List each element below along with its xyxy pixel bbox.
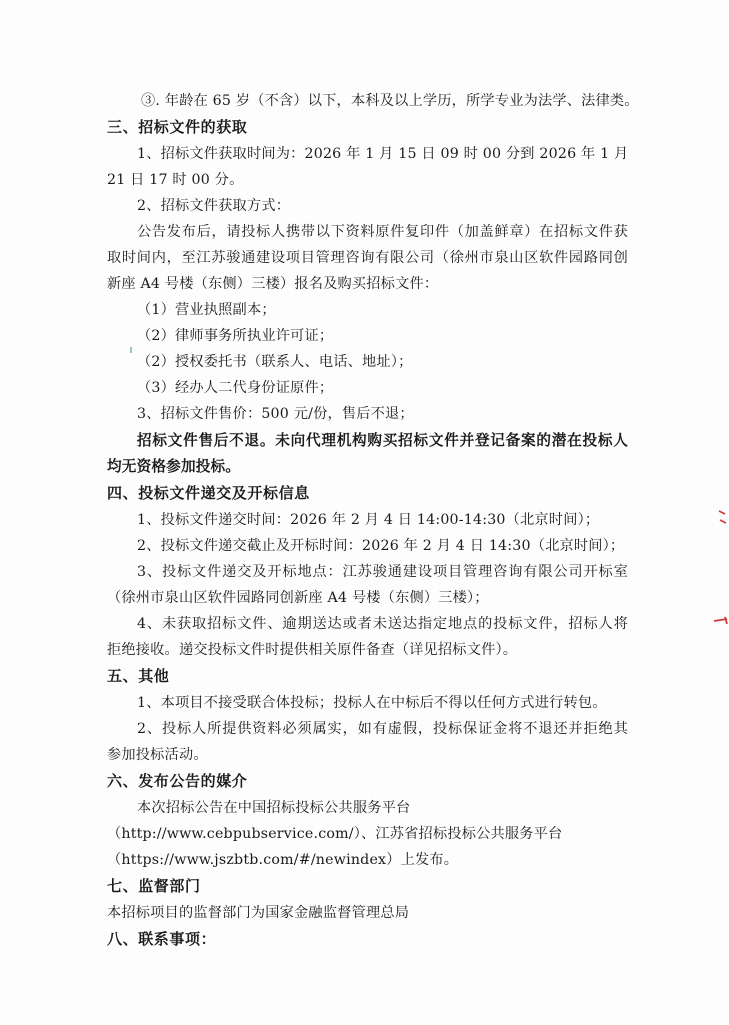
text-line: ③. 年龄在 65 岁（不含）以下，本科及以上学历，所学专业为法学、法律类。 bbox=[141, 93, 639, 109]
list-item: （3）经办人二代身份证原件； bbox=[137, 380, 334, 396]
stamp-edge-mark bbox=[712, 614, 729, 628]
text-line: 1、招标文件获取时间为：2026 年 1 月 15 日 09 时 00 分到 2026 年 1 月 bbox=[137, 146, 629, 162]
section-heading-4: 四、投标文件递交及开标信息 bbox=[107, 484, 310, 502]
text-line: 取时间内，至江苏骏通建设项目管理咨询有限公司（徐州市泉山区软件园路同创 bbox=[107, 250, 628, 266]
bold-notice: 招标文件售后不退。未向代理机构购买招标文件并登记备案的潜在投标人 bbox=[137, 432, 628, 449]
text-line: 1、本项目不接受联合体投标；投标人在中标后不得以任何方式进行转包。 bbox=[137, 695, 607, 711]
text-line: 4、未获取招标文件、逾期送达或者未送达指定地点的投标文件，招标人将 bbox=[137, 616, 628, 632]
text-line: 本次招标公告在中国招标投标公共服务平台 bbox=[137, 800, 411, 816]
bold-notice: 均无资格参加投标。 bbox=[107, 458, 241, 475]
list-item: （2）律师事务所执业许可证； bbox=[137, 328, 334, 344]
text-line: 拒绝接收。递交投标文件时提供相关原件备查（详见招标文件）。 bbox=[107, 642, 518, 658]
text-line: 2、招标文件获取方式： bbox=[137, 198, 291, 214]
section-heading-3: 三、招标文件的获取 bbox=[107, 118, 248, 136]
text-line: 1、投标文件递交时间：2026 年 2 月 4 日 14:00-14:30（北京时间）； bbox=[137, 512, 600, 528]
text-line: 本招标项目的监督部门为国家金融监督管理总局 bbox=[107, 905, 410, 921]
scan-dot-mark bbox=[129, 346, 133, 354]
text-line: （徐州市泉山区软件园路同创新座 A4 号楼（东侧）三楼）； bbox=[107, 590, 489, 606]
list-item: （1）营业执照副本； bbox=[137, 302, 276, 318]
text-line: 公告发布后，请投标人携带以下资料原件复印件（加盖鲜章）在招标文件获 bbox=[137, 224, 628, 240]
text-line: 3、招标文件售价：500 元/份，售后不退； bbox=[137, 406, 414, 422]
text-line: （https://www.jszbtb.com/#/newindex）上发布。 bbox=[107, 852, 459, 868]
text-line: 2、投标文件递交截止及开标时间：2026 年 2 月 4 日 14:30（北京时间）； bbox=[137, 538, 625, 554]
section-heading-5: 五、其他 bbox=[107, 667, 170, 685]
text-line: 2、投标人所提供资料必须属实，如有虚假，投标保证金将不退还并拒绝其 bbox=[137, 721, 628, 737]
text-line: 21 日 17 时 00 分。 bbox=[107, 172, 244, 188]
stamp-edge-mark bbox=[716, 508, 729, 528]
list-item: （2）授权委托书（联系人、电话、地址）； bbox=[137, 354, 413, 370]
section-heading-8: 八、联系事项： bbox=[107, 930, 217, 948]
text-line: 新座 A4 号楼（东侧）三楼）报名及购买招标文件： bbox=[107, 276, 439, 292]
text-line: （http://www.cebpubservice.com/）、江苏省招标投标公共服务平台 bbox=[107, 826, 563, 842]
section-heading-7: 七、监督部门 bbox=[107, 877, 201, 895]
text-line: 3、投标文件递交及开标地点：江苏骏通建设项目管理咨询有限公司开标室 bbox=[137, 564, 628, 580]
text-line: 参加投标活动。 bbox=[107, 747, 208, 763]
section-heading-6: 六、发布公告的媒介 bbox=[107, 772, 248, 790]
